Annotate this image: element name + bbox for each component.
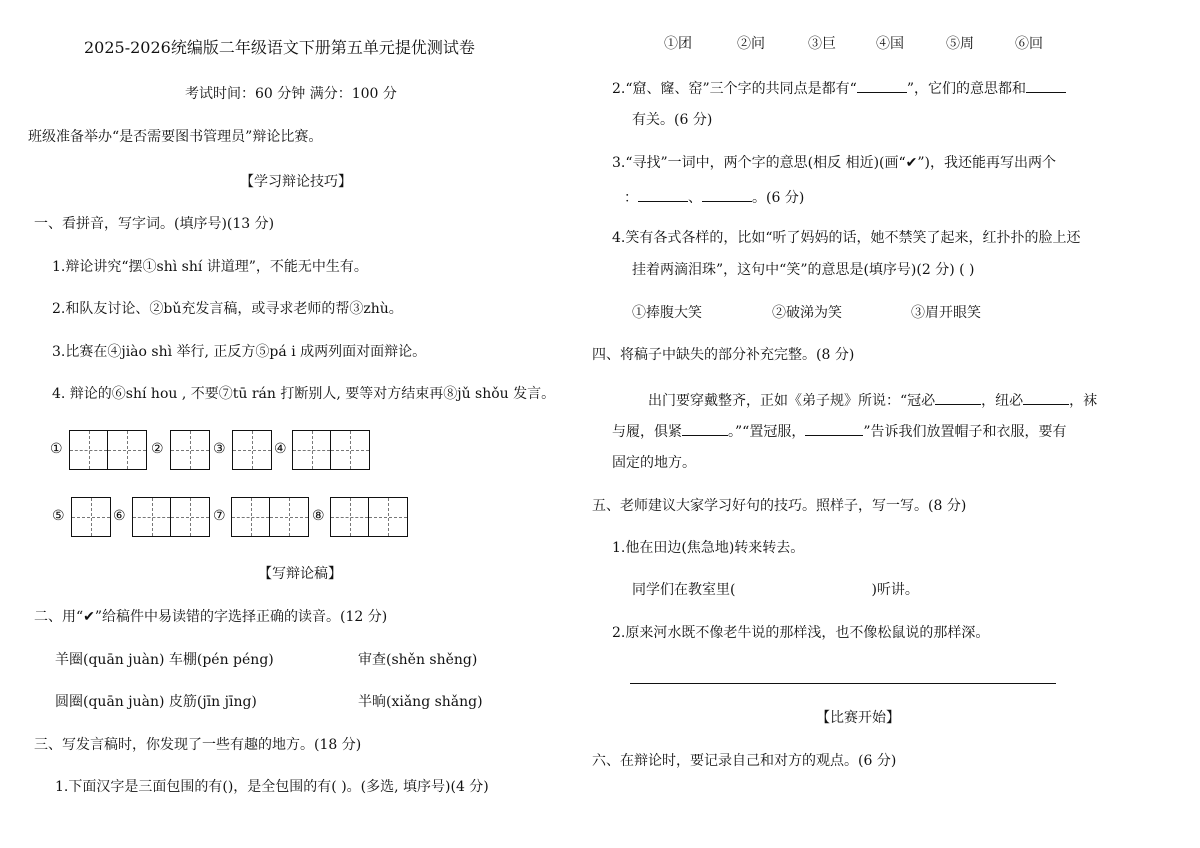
q3-item-1: 1.下面汉字是三面包围的有()，是全包围的有( )。(多选, 填序号)(4 分)	[55, 779, 489, 795]
q3-item-4-option-2: ②破涕为笑	[772, 305, 842, 321]
writing-grid-7[interactable]	[231, 497, 309, 537]
q3-item-2-text-b: ”，它们的意思都和	[906, 81, 1027, 97]
section-learn-heading: 【学习辩论技巧】	[240, 174, 352, 190]
writing-grid-4[interactable]	[292, 430, 370, 470]
grid-label-1: ①	[50, 441, 63, 457]
blank-guan[interactable]	[935, 390, 981, 405]
q2-item-2: 审查(shěn shěng)	[358, 652, 478, 668]
q4-text-2b: 。”“置冠服，	[728, 424, 806, 440]
q3-item-2-line2: 有关。(6 分)	[632, 112, 713, 128]
q2-title: 二、用“✔”给稿件中易读错的字选择正确的读音。(12 分)	[34, 609, 388, 625]
page-title: 2025-2026统编版二年级语文下册第五单元提优测试卷	[84, 38, 475, 57]
q4-text-1c: ，袜	[1069, 393, 1098, 409]
writing-grid-2[interactable]	[170, 430, 210, 470]
exam-info: 考试时间：60 分钟 满分：100 分	[185, 86, 397, 102]
q5-answer-line[interactable]	[630, 683, 1056, 684]
q2-item-1: 羊圈(quān juàn) 车棚(pén péng)	[55, 652, 274, 668]
q1-item-1: 1.辩论讲究“摆①shì shí 讲道理”，不能无中生有。	[52, 259, 368, 275]
q2-item-4: 半晌(xiǎng shǎng)	[358, 694, 483, 710]
q5-item-2: 2.原来河水既不像老牛说的那样浅，也不像松鼠说的那样深。	[612, 625, 990, 641]
section-start-heading: 【比赛开始】	[816, 710, 900, 726]
writing-grid-8[interactable]	[330, 497, 408, 537]
q4-para-line2	[612, 421, 1067, 441]
q3-item-3-line2	[624, 187, 804, 207]
q1-item-3: 3.比赛在④jiào shì 举行, 正反方⑤pá i 成两列面对面辩论。	[52, 344, 427, 360]
q5-fill-text-a: 同学们在教室里(	[632, 582, 736, 598]
q3-item-4-option-3: ③眉开眼笑	[911, 305, 981, 321]
blank-word-2[interactable]	[702, 187, 752, 202]
q5-fill-text-b: )听讲。	[871, 582, 919, 598]
q3-option-1: ①团	[664, 36, 692, 52]
q3-item-3-text-b: ：	[624, 190, 638, 206]
blank-word-1[interactable]	[638, 187, 688, 202]
grid-label-7: ⑦	[213, 508, 226, 524]
writing-grid-1[interactable]	[69, 430, 147, 470]
writing-grid-5[interactable]	[71, 497, 111, 537]
blank-meaning[interactable]	[1026, 78, 1066, 93]
q5-item-1-fill	[632, 581, 919, 599]
q5-item-1: 1.他在田边(焦急地)转来转去。	[612, 540, 805, 556]
grid-label-8: ⑧	[312, 508, 325, 524]
q3-option-3: ③巨	[808, 36, 836, 52]
q3-item-4-line2: 挂着两滴泪珠”，这句中“笑”的意思是(填序号)(2 分) ( )	[632, 262, 975, 278]
q3-option-2: ②问	[737, 36, 765, 52]
writing-grid-6[interactable]	[132, 497, 210, 537]
q3-item-3-text-c: 、	[688, 190, 702, 206]
grid-label-4: ④	[274, 441, 287, 457]
q3-item-2-text-a: 2.“窟、窿、窑”三个字的共同点是都有“	[612, 81, 857, 97]
q1-item-2: 2.和队友讨论、②bǔ充发言稿，或寻求老师的帮③zhù。	[52, 301, 403, 317]
grid-label-5: ⑤	[52, 508, 65, 524]
q4-text-2c: ”告诉我们放置帽子和衣服，要有	[863, 424, 1067, 440]
q3-item-4-option-1: ①捧腹大笑	[632, 305, 702, 321]
q3-option-6: ⑥回	[1015, 36, 1043, 52]
q3-title: 三、写发言稿时，你发现了一些有趣的地方。(18 分)	[34, 737, 362, 753]
blank-niu[interactable]	[1023, 390, 1069, 405]
q3-option-5: ⑤周	[946, 36, 974, 52]
grid-label-6: ⑥	[113, 508, 126, 524]
q4-text-2a: 与履，俱紧	[612, 424, 682, 440]
q6-title: 六、在辩论时，要记录自己和对方的观点。(6 分)	[592, 753, 897, 769]
grid-label-3: ③	[213, 441, 226, 457]
q4-para-line1	[648, 390, 1097, 410]
q3-item-3-line1: 3.“寻找”一词中，两个字的意思(相反 相近)(画“✔”)，我还能再写出两个	[612, 155, 1057, 171]
q4-title: 四、将稿子中缺失的部分补充完整。(8 分)	[592, 347, 855, 363]
q4-text-1a: 出门要穿戴整齐，正如《弟子规》所说：“冠必	[648, 393, 936, 409]
q3-item-4-line1: 4.笑有各式各样的，比如“听了妈妈的话，她不禁笑了起来，红扑扑的脸上还	[612, 230, 1081, 246]
q1-title: 一、看拼音，写字词。(填序号)(13 分)	[34, 216, 275, 232]
grid-label-2: ②	[151, 441, 164, 457]
blank-jin[interactable]	[682, 421, 728, 436]
q4-para-line3: 固定的地方。	[612, 455, 696, 471]
q5-title: 五、老师建议大家学习好句的技巧。照样子，写一写。(8 分)	[592, 498, 967, 514]
q3-option-4: ④国	[876, 36, 904, 52]
q2-item-3: 圆圈(quān juàn) 皮筋(jīn jīng)	[55, 694, 257, 710]
q3-item-3-text-d: 。(6 分)	[752, 190, 805, 206]
blank-zhi[interactable]	[805, 421, 863, 436]
writing-grid-3[interactable]	[232, 430, 272, 470]
q1-item-4: 4. 辩论的⑥shí hou , 不要⑦tū rán 打断别人, 要等对方结束再⑧jǔ shǒu 发言。	[52, 386, 556, 402]
q3-item-2-line1	[612, 78, 1066, 98]
section-write-heading: 【写辩论稿】	[258, 566, 342, 582]
blank-radical[interactable]	[857, 78, 907, 93]
intro-text: 班级准备举办“是否需要图书管理员”辩论比赛。	[28, 129, 323, 145]
q4-text-1b: ，纽必	[981, 393, 1024, 409]
